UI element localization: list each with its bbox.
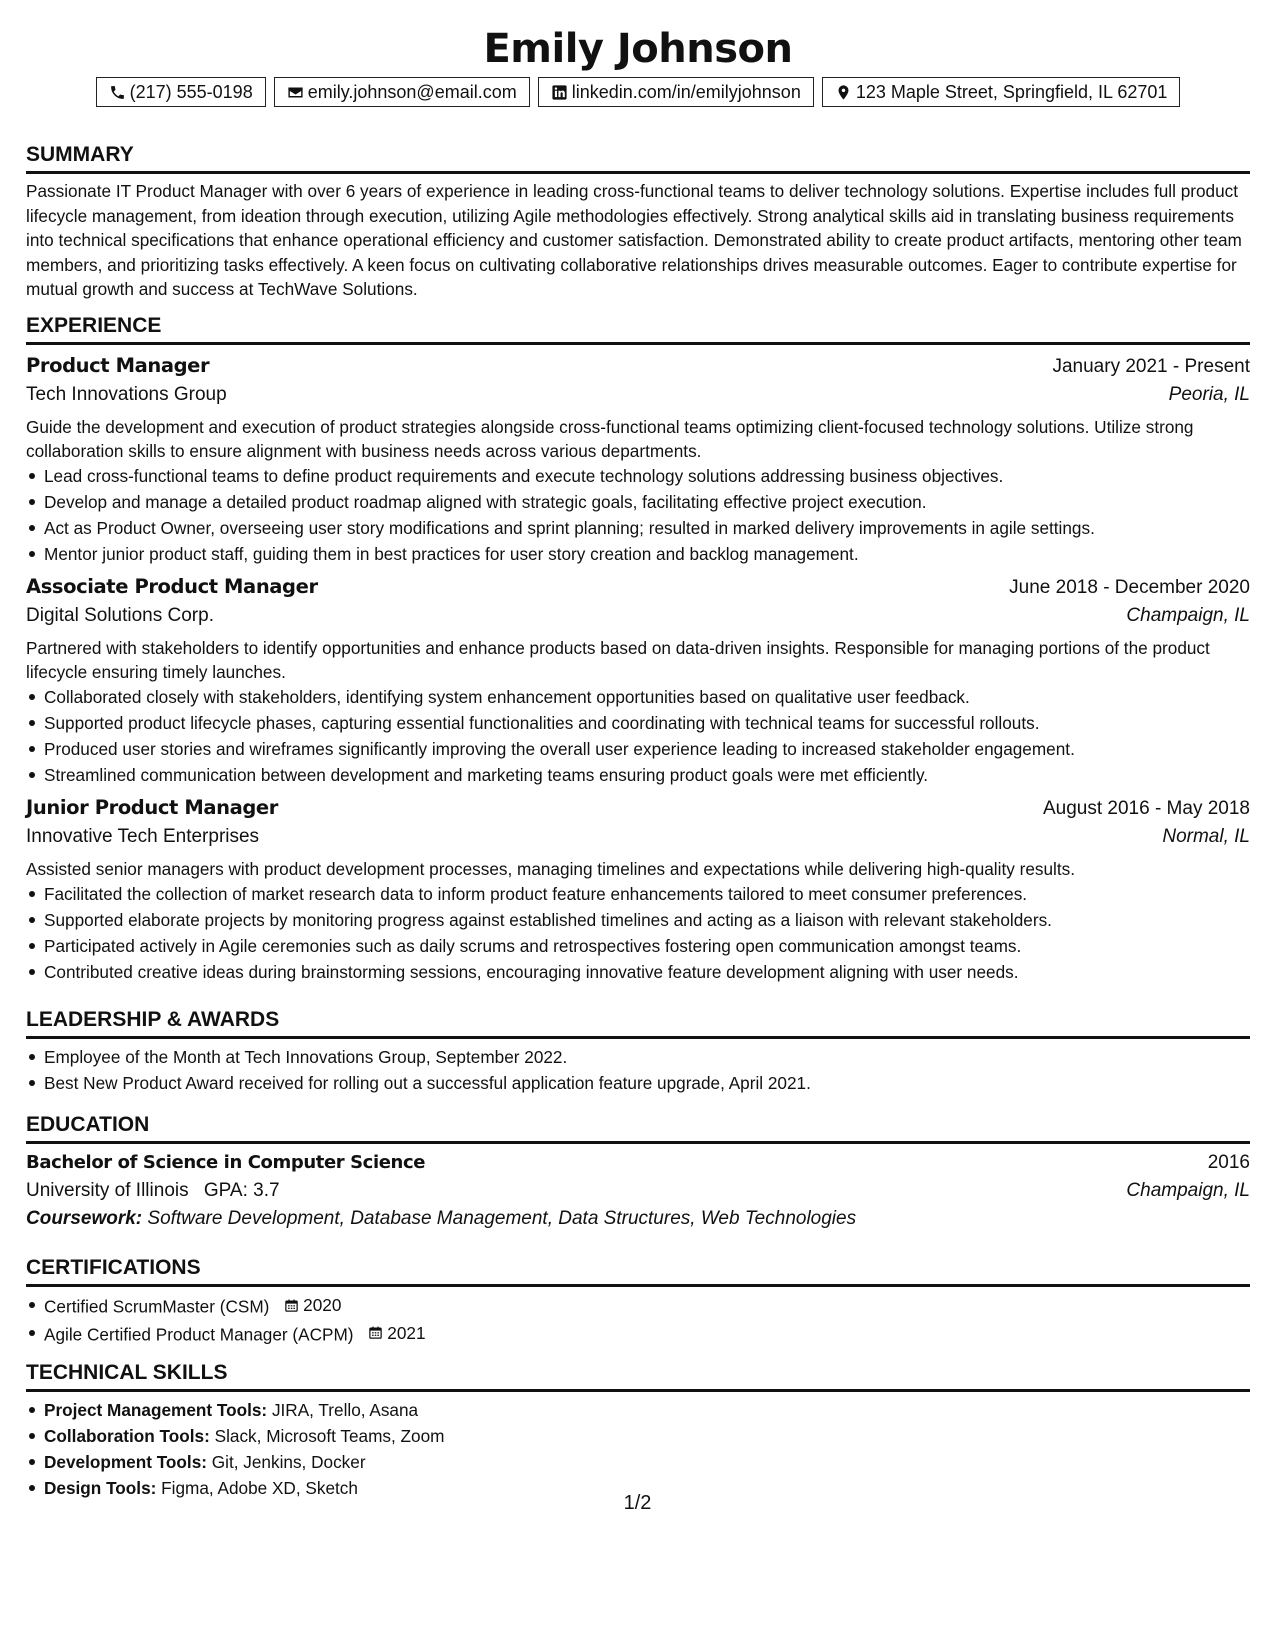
list-item: Collaborated closely with stakeholders, identifying system enhancement opportunities based on qualitative user feedback. [44,684,1250,710]
job-entry [26,354,1250,567]
education-section [26,1112,1250,1230]
job-description: Assisted senior managers with product development processes, managing timelines and expectations while delivering high-quality results. [26,859,1075,879]
job-description: Partnered with stakeholders to identify opportunities and enhance products based on data-driven insights. Responsible for managing portions of the product lifecycle ensuring timely launches. [26,638,1210,682]
experience-heading: EXPERIENCE [26,313,1250,345]
contact-bar [26,77,1250,107]
summary-section [26,142,1250,302]
list-item [44,1320,1250,1348]
graduation-year: 2016 [1207,1152,1250,1173]
list-item: Best New Product Award received for rolling out a successful application feature upgrade, April 2021. [44,1070,1250,1096]
school-name: University of Illinois [26,1180,189,1201]
degree-title: Bachelor of Science in Computer Science [26,1152,426,1173]
phone-icon [109,84,126,101]
experience-section [26,313,1250,985]
job-dates: August 2016 - May 2018 [1042,798,1250,819]
education-heading: EDUCATION [26,1112,1250,1144]
gpa: GPA: 3.7 [203,1180,280,1201]
school-location: Champaign, IL [1126,1180,1250,1201]
awards-heading: LEADERSHIP & AWARDS [26,1007,1250,1039]
list-item: Contributed creative ideas during brainstorming sessions, encouraging innovative feature development aligning with user needs. [44,959,1250,985]
list-item [44,1449,1250,1475]
list-item [44,1397,1250,1423]
certifications-list [26,1292,1250,1347]
awards-section [26,1007,1250,1096]
skill-value: JIRA, Trello, Asana [271,1400,419,1420]
contact-linkedin-text: linkedin.com/in/emilyjohnson [571,81,801,102]
cert-year: 2021 [387,1322,426,1343]
job-description: Guide the development and execution of product strategies alongside cross-functional teams optimizing client-focused technology solutions. Utilize strong collaboration skills to ensure alignment with business needs across various departments. [26,417,1194,461]
contact-address[interactable] [822,77,1181,107]
page-number: 1/2 [623,1492,652,1514]
list-item: Mentor junior product staff, guiding them in best practices for user story creation and backlog management. [44,541,1250,567]
linkedin-icon [551,84,568,101]
list-item: Lead cross-functional teams to define product requirements and execute technology solutions addressing business objectives. [44,463,1250,489]
job-entry [26,575,1250,788]
resume-page [26,0,1250,1498]
cert-name: Agile Certified Product Manager (ACPM) [44,1324,354,1344]
skills-section [26,1360,1250,1501]
job-location: Champaign, IL [1126,605,1250,626]
list-item: Streamlined communication between development and marketing teams ensuring product goals were met efficiently. [44,762,1250,788]
job-bullets [26,463,1250,567]
coursework-label: Coursework: [26,1208,143,1229]
cert-name: Certified ScrumMaster (CSM) [44,1296,270,1317]
certifications-heading: CERTIFICATIONS [26,1255,1250,1287]
skill-value: Git, Jenkins, Docker [211,1452,366,1472]
cert-date [368,1320,425,1346]
envelope-icon [287,84,304,101]
contact-email[interactable] [274,77,530,107]
calendar-icon [368,1325,383,1340]
map-pin-icon [835,84,852,101]
skill-label: Collaboration Tools: [44,1426,210,1446]
job-bullets [26,881,1250,985]
coursework-list: Software Development, Database Management, Data Structures, Web Technologies [147,1208,857,1229]
job-company: Tech Innovations Group [26,384,227,405]
job-company: Innovative Tech Enterprises [26,826,260,847]
job-location: Peoria, IL [1168,384,1250,405]
job-dates: June 2018 - December 2020 [1009,577,1250,598]
skill-label: Development Tools: [44,1452,207,1472]
job-dates: January 2021 - Present [1052,356,1250,377]
contact-phone-text: (217) 555-0198 [129,81,253,102]
job-title: Associate Product Manager [26,575,318,598]
contact-address-text: 123 Maple Street, Springfield, IL 62701 [855,81,1168,102]
list-item: Develop and manage a detailed product roadmap aligned with strategic goals, facilitating effective project execution. [44,489,1250,515]
list-item: Employee of the Month at Tech Innovations Group, September 2022. [44,1044,1250,1070]
list-item: Participated actively in Agile ceremonies such as daily scrums and retrospectives fostering open communication amongst teams. [44,933,1250,959]
job-company: Digital Solutions Corp. [26,605,214,626]
coursework [26,1208,1250,1230]
skill-value: Slack, Microsoft Teams, Zoom [214,1426,445,1446]
list-item [44,1423,1250,1449]
list-item: Supported product lifecycle phases, capturing essential functionalities and coordinating with technical teams for successful rollouts. [44,710,1250,736]
cert-date [284,1292,341,1318]
job-title: Junior Product Manager [26,796,278,819]
awards-list [26,1044,1250,1096]
skills-heading: TECHNICAL SKILLS [26,1360,1250,1392]
job-title: Product Manager [26,354,210,377]
contact-linkedin[interactable] [538,77,814,107]
list-item: Supported elaborate projects by monitoring progress against established timelines and acting as a liaison with relevant stakeholders. [44,907,1250,933]
job-location: Normal, IL [1162,826,1250,847]
list-item: Produced user stories and wireframes significantly improving the overall user experience leading to increased stakeholder engagement. [44,736,1250,762]
skill-label: Design Tools: [44,1478,157,1498]
summary-heading: SUMMARY [26,142,1250,174]
contact-email-text: emily.johnson@email.com [307,81,517,102]
candidate-name: Emily Johnson [483,26,793,72]
cert-year: 2020 [303,1295,342,1315]
list-item: Act as Product Owner, overseeing user story modifications and sprint planning; resulted in marked delivery improvements in agile settings. [44,515,1250,541]
job-bullets [26,684,1250,788]
list-item: Facilitated the collection of market research data to inform product feature enhancements tailored to meet consumer preferences. [44,881,1250,907]
certifications-section [26,1255,1250,1347]
list-item [44,1292,1250,1320]
job-entry [26,796,1250,985]
contact-phone[interactable] [96,77,266,107]
skill-value: Figma, Adobe XD, Sketch [161,1478,358,1498]
summary-text: Passionate IT Product Manager with over 6 years of experience in leading cross-functional teams to deliver technology solutions. Expertise includes full product lifecycle management, from ideation through execution, utilizing Agile methodologies effectively. Strong analytical skills aid in translating business requirements into technical specifications that enhance operational efficiency and customer satisfaction. Demonstrated ability to create product artifacts, mentoring other team members, and prioritizing tasks effectively. A keen focus on cultivating collaborative relationships drives measurable outcomes. Eager to contribute expertise for mutual growth and success at TechWave Solutions. [26,181,1242,300]
skills-list [26,1397,1250,1501]
calendar-icon [284,1298,299,1313]
skill-label: Project Management Tools: [44,1400,268,1420]
